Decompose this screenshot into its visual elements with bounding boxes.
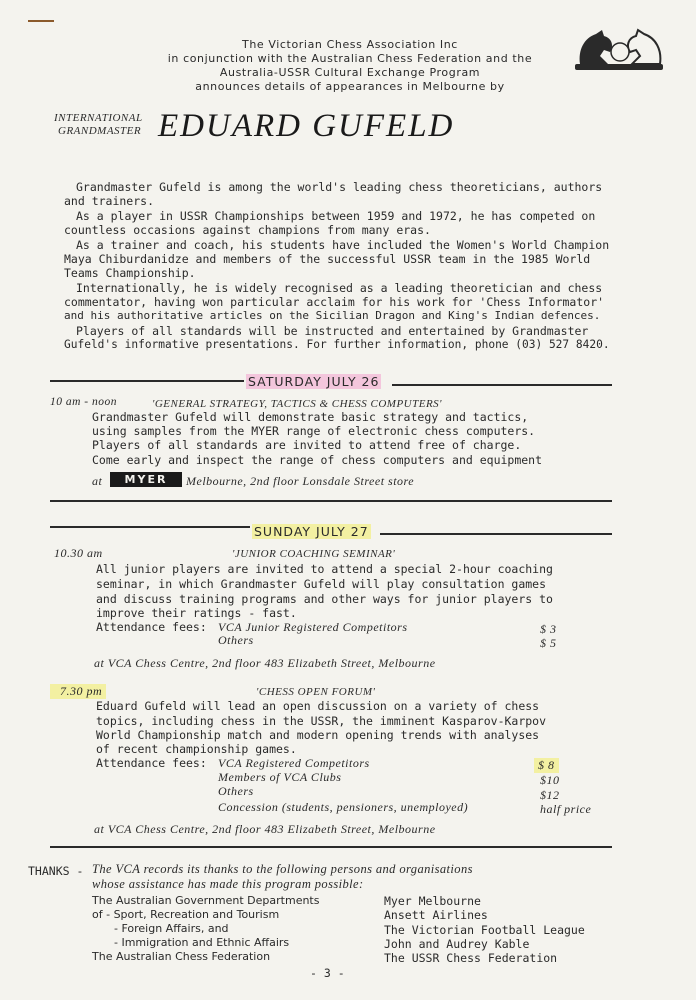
event2-fee-2-who: Members of VCA Clubs bbox=[218, 770, 342, 784]
event1-fee-1-who: VCA Junior Registered Competitors bbox=[218, 620, 408, 634]
event1-line-2: seminar, in which Grandmaster Gufeld will play consultation games bbox=[96, 577, 547, 591]
header-line-1: The Victorian Chess Association Inc bbox=[242, 38, 458, 51]
event1-time: 10.30 am bbox=[54, 546, 103, 560]
saturday-time: 10 am - noon bbox=[50, 396, 118, 408]
saturday-event-title: 'GENERAL STRATEGY, TACTICS & CHESS COMPUTERS' bbox=[152, 398, 443, 410]
event2-concession-label: Concession (students, pensioners, unemployed) bbox=[218, 800, 469, 814]
thanks-right-5: The USSR Chess Federation bbox=[384, 951, 558, 965]
myer-logo: MYER bbox=[110, 472, 182, 487]
intro-line-6: Maya Chiburdanidze and members of the successful USSR team in the 1985 World bbox=[64, 252, 591, 266]
thanks-right-3: The Victorian Football League bbox=[384, 923, 585, 937]
saturday-rule-left bbox=[50, 380, 244, 382]
event2-fees-label: Attendance fees: bbox=[96, 756, 207, 770]
saturday-line-4: Come early and inspect the range of chess computers and equipment bbox=[92, 453, 543, 467]
saturday-heading: SATURDAY JULY 26 bbox=[248, 374, 380, 389]
event2-line-4: of recent championship games. bbox=[96, 742, 297, 756]
saturday-line-3: Players of all standards are invited to attend free of charge. bbox=[92, 438, 522, 452]
event2-fee-3-price: $12 bbox=[540, 788, 560, 802]
event2-venue: at VCA Chess Centre, 2nd floor 483 Elizabeth Street, Melbourne bbox=[94, 822, 436, 836]
thanks-left-2: of - Sport, Recreation and Tourism bbox=[92, 908, 280, 921]
intro-line-11: Players of all standards will be instructed and entertained by Grandmaster bbox=[76, 324, 589, 338]
intro-line-5: As a trainer and coach, his students have included the Women's World Champion bbox=[76, 238, 610, 252]
header-line-4: announces details of appearances in Melbourne by bbox=[195, 80, 505, 93]
intro-line-9: commentator, having won particular acclaim for his work for 'Chess Informator' bbox=[64, 295, 605, 309]
title-prefix-line-1: INTERNATIONAL bbox=[54, 112, 143, 124]
event1-fee-1-price: $ 3 bbox=[540, 622, 557, 636]
header-line-3: Australia-USSR Cultural Exchange Program bbox=[219, 66, 481, 79]
page-number: - 3 - bbox=[310, 966, 345, 980]
header-line-2: in conjunction with the Australian Chess Federation and the bbox=[167, 52, 533, 65]
event1-line-4: improve their ratings - fast. bbox=[96, 606, 297, 620]
thanks-label: THANKS - bbox=[28, 864, 84, 878]
saturday-line-1: Grandmaster Gufeld will demonstrate basic strategy and tactics, bbox=[92, 410, 529, 424]
sunday-rule-left bbox=[50, 526, 250, 528]
intro-line-12: Gufeld's informative presentations. For further information, phone (03) 527 8420. bbox=[64, 338, 610, 351]
sunday-bottom-rule bbox=[50, 846, 612, 848]
event2-line-3: World Championship match and modern opening trends with analyses bbox=[96, 728, 540, 742]
event2-fee-1-who: VCA Registered Competitors bbox=[218, 756, 370, 770]
event1-fee-2-who: Others bbox=[218, 633, 254, 647]
thanks-left-4: - Immigration and Ethnic Affairs bbox=[114, 936, 290, 949]
intro-line-10: and his authoritative articles on the Sicilian Dragon and King's Indian defences. bbox=[64, 309, 601, 322]
saturday-venue-at: at bbox=[92, 474, 103, 488]
thanks-left-3: - Foreign Affairs, and bbox=[114, 922, 229, 935]
saturday-bottom-rule bbox=[50, 500, 612, 502]
intro-line-4: countless occasions against champions from many eras. bbox=[64, 223, 431, 237]
thanks-left-5: The Australian Chess Federation bbox=[92, 950, 271, 963]
event2-line-2: topics, including chess in the USSR, the imminent Kasparov-Karpov bbox=[96, 714, 547, 728]
saturday-line-2: using samples from the MYER range of electronic chess computers. bbox=[92, 424, 536, 438]
page-title: EDUARD GUFELD bbox=[158, 108, 455, 144]
intro-line-8: Internationally, he is widely recognised as a leading theoretician and chess bbox=[76, 281, 603, 295]
event1-venue: at VCA Chess Centre, 2nd floor 483 Elizabeth Street, Melbourne bbox=[94, 656, 436, 670]
sunday-rule-right bbox=[380, 533, 612, 535]
thanks-right-2: Ansett Airlines bbox=[384, 908, 488, 922]
event2-fee-1-price: $ 8 bbox=[534, 758, 559, 773]
intro-line-3: As a player in USSR Championships between 1959 and 1972, he has competed on bbox=[76, 209, 596, 223]
event2-fee-2-price: $10 bbox=[540, 773, 560, 787]
title-prefix-line-2: GRANDMASTER bbox=[58, 125, 142, 137]
event1-fee-2-price: $ 5 bbox=[540, 636, 557, 650]
thanks-line-1: The VCA records its thanks to the following persons and organisations bbox=[92, 862, 473, 876]
intro-line-1: Grandmaster Gufeld is among the world's leading chess theoreticians, authors bbox=[76, 180, 603, 194]
thanks-right-4: John and Audrey Kable bbox=[384, 937, 530, 951]
saturday-rule-right bbox=[392, 384, 612, 386]
event2-title: 'CHESS OPEN FORUM' bbox=[256, 686, 376, 698]
sunday-heading: SUNDAY JULY 27 bbox=[254, 524, 369, 539]
pencil-mark bbox=[28, 20, 54, 22]
event2-line-1: Eduard Gufeld will lead an open discussion on a variety of chess bbox=[96, 699, 540, 713]
thanks-line-2: whose assistance has made this program possible: bbox=[92, 877, 364, 891]
chess-knight-logo-icon bbox=[574, 26, 666, 74]
intro-line-7: Teams Championship. bbox=[64, 266, 196, 280]
event1-title: 'JUNIOR COACHING SEMINAR' bbox=[232, 548, 396, 560]
saturday-venue: Melbourne, 2nd floor Lonsdale Street store bbox=[186, 474, 415, 488]
event1-fees-label: Attendance fees: bbox=[96, 620, 207, 634]
event1-line-1: All junior players are invited to attend a special 2-hour coaching bbox=[96, 562, 553, 576]
thanks-left-1: The Australian Government Departments bbox=[92, 894, 320, 907]
event1-line-3: and discuss training programs and other ways for junior players to bbox=[96, 592, 553, 606]
thanks-right-1: Myer Melbourne bbox=[384, 894, 481, 908]
event2-time: 7.30 pm bbox=[50, 684, 106, 699]
event2-concession-price: half price bbox=[540, 802, 592, 816]
event2-fee-3-who: Others bbox=[218, 784, 254, 798]
intro-line-2: and trainers. bbox=[64, 194, 155, 208]
